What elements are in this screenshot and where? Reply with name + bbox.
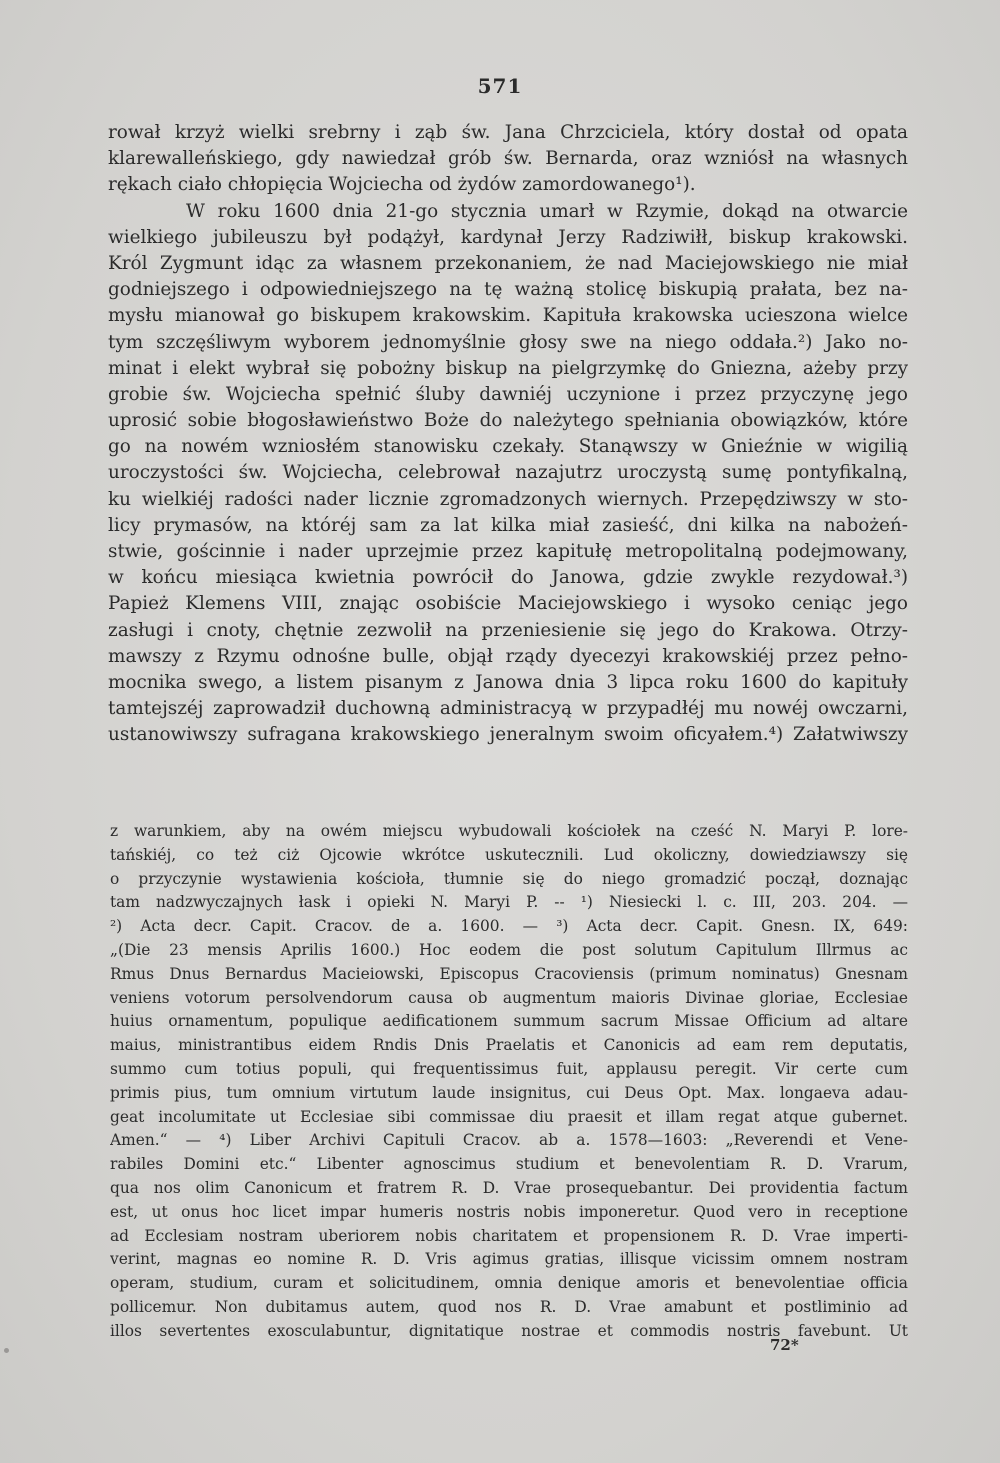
footnote-line: Rmus Dnus Bernardus Macieiowski, Episcopus Cracoviensis (primum nominatus) Gnesnam	[110, 964, 908, 983]
text-line: rękach ciało chłopięcia Wojciecha od żydów zamordowanego¹).	[108, 174, 696, 196]
footnote-line: tańskiéj, co też ciż Ojcowie wkrótce uskutecznili. Lud okoliczny, dowiedziawszy się	[110, 845, 908, 864]
text-line: tym szczęśliwym wyborem jednomyślnie głosy swe na niego oddała.²) Jako no-	[108, 331, 908, 353]
footnote-line: qua nos olim Canonicum et fratrem R. D. Vrae prosequebantur. Dei providentia factum	[110, 1178, 908, 1197]
text-line: mysłu mianował go biskupem krakowskim. Kapituła krakowska ucieszona wielce	[108, 305, 908, 327]
text-line: mocnika swego, a listem pisanym z Janowa dnia 3 lipca roku 1600 do kapituły	[108, 671, 908, 693]
footnote-line: „(Die 23 mensis Aprilis 1600.) Hoc eodem die post solutum Capitulum Illrmus ac	[110, 940, 908, 959]
paper-spot	[4, 1348, 9, 1353]
footnote-line: veniens votorum persolvendorum causa ob augmentum maioris Divinae gloriae, Ecclesiae	[110, 988, 908, 1007]
footnote-line: maius, ministrantibus eidem Rndis Dnis Praelatis et Canonicis ad eam rem deputatis,	[110, 1036, 908, 1055]
text-line: tamtejszéj zaprowadził duchowną administracyą w przypadłéj mu nowéj owczarni,	[108, 698, 908, 720]
text-line: go na nowém wzniosłém stanowisku czekały. Stanąwszy w Gnieźnie w wigilią	[108, 436, 908, 458]
text-line: stwie, gościnnie i nader uprzejmie przez kapitułę metropolitalną podejmowany,	[108, 541, 908, 562]
text-line: godniejszego i odpowiedniejszego na tę ważną stolicę biskupią prałata, bez na-	[108, 279, 908, 301]
text-line: klarewalleńskiego, gdy nawiedzał grób św. Bernarda, oraz wzniósł na własnych	[108, 148, 908, 170]
footnote-line: o przyczynie wystawienia kościoła, tłumnie się do niego gromadzić począł, doznając	[110, 869, 908, 888]
text-line: uprosić sobie błogosławieństwo Boże do należytego spełniania obowiązków, które	[108, 410, 908, 432]
footnote-line: est, ut onus hoc licet impar humeris nostris nobis imponeretur. Quod vero in receptione	[110, 1202, 908, 1221]
footnotes-block	[110, 820, 908, 1344]
footnote-line: primis pius, tum omnium virtutum laude insignitus, cui Deus Opt. Max. longaeva adau-	[110, 1083, 908, 1102]
footnote-line: pollicemur. Non dubitamus autem, quod nos R. D. Vrae amabunt et postliminio ad	[110, 1297, 908, 1316]
text-line: zasługi i cnoty, chętnie zezwolił na przeniesienie się jego do Krakowa. Otrzy-	[108, 619, 908, 641]
text-line: w końcu miesiąca kwietnia powrócił do Janowa, gdzie zwykle rezydował.³)	[108, 567, 908, 589]
text-line: ustanowiwszy sufragana krakowskiego jeneralnym swoim oficyałem.⁴) Załatwiwszy	[108, 724, 908, 746]
text-line: Papież Klemens VIII, znając osobiście Maciejowskiego i wysoko ceniąc jego	[108, 593, 908, 615]
footnote-line: geat incolumitate ut Ecclesiae sibi commissae diu praesit et illam regat atque gubernet.	[110, 1107, 908, 1126]
printer-signature-mark: 72*	[770, 1336, 799, 1354]
footnote-line: huius ornamentum, populique aedificationem summum sacrum Missae Officium ad altare	[110, 1012, 908, 1031]
footnote-line: Amen.“ — ⁴) Liber Archivi Capituli Cracov. ab a. 1578—1603: „Reverendi et Vene-	[110, 1131, 908, 1150]
text-line: licy prymasów, na któréj sam za lat kilka miał zasieść, dni kilka na nabożeń-	[108, 514, 908, 536]
main-text-block	[108, 120, 908, 749]
footnote-line: rabiles Domini etc.“ Libenter agnoscimus studium et benevolentiam R. D. Vrarum,	[110, 1155, 908, 1174]
footnote-line: ²) Acta decr. Capit. Cracov. de a. 1600. — ³) Acta decr. Capit. Gnesn. IX, 649:	[110, 917, 908, 936]
text-line: mawszy z Rzymu odnośne bulle, objął rządy dyecezyi krakowskiéj przez pełno-	[108, 645, 908, 667]
page-number: 571	[477, 74, 523, 98]
text-line: uroczystości św. Wojciecha, celebrował nazajutrz uroczystą sumę pontyfikalną,	[108, 462, 908, 484]
text-line: grobie św. Wojciecha spełnić śluby dawniéj uczynione i przez przyczynę jego	[108, 383, 908, 405]
text-line: W roku 1600 dnia 21-go stycznia umarł w Rzymie, dokąd na otwarcie	[186, 200, 908, 222]
footnote-line: ad Ecclesiam nostram uberiorem nobis charitatem et propensionem R. D. Vrae imperti-	[110, 1226, 908, 1245]
footnote-line: summo cum totius populi, qui frequentissimus fuit, applausu peregit. Vir certe cum	[110, 1059, 908, 1078]
footnote-line: z warunkiem, aby na owém miejscu wybudowali kościołek na cześć N. Maryi P. lore-	[110, 822, 908, 840]
footnote-line: verint, magnas eo nomine R. D. Vris agimus gratias, illisque vicissim omnem nostram	[110, 1250, 908, 1269]
text-line: wielkiego jubileuszu był podążył, kardynał Jerzy Radziwiłł, biskup krakowski.	[108, 226, 908, 248]
footnote-line: illos severtentes exosculabuntur, dignitatique nostrae et commodis nostris favebunt. Ut	[110, 1321, 908, 1340]
footnote-line: tam nadzwyczajnych łask i opieki N. Maryi P. -- ¹) Niesiecki l. c. III, 203. 204. —	[110, 893, 908, 912]
text-line: ku wielkiéj radości nader licznie zgromadzonych wiernych. Przepędziwszy w sto-	[108, 488, 908, 510]
text-line: minat i elekt wybrał się pobożny biskup na pielgrzymkę do Gniezna, ażeby przy	[108, 357, 908, 379]
text-line: rował krzyż wielki srebrny i ząb św. Jana Chrzciciela, który dostał od opata	[108, 122, 908, 143]
footnote-line: operam, studium, curam et solicitudinem, omnia denique amoris et benevolentiae officia	[110, 1274, 908, 1293]
text-line: Król Zygmunt idąc za własnem przekonaniem, że nad Maciejowskiego nie miał	[108, 252, 908, 274]
